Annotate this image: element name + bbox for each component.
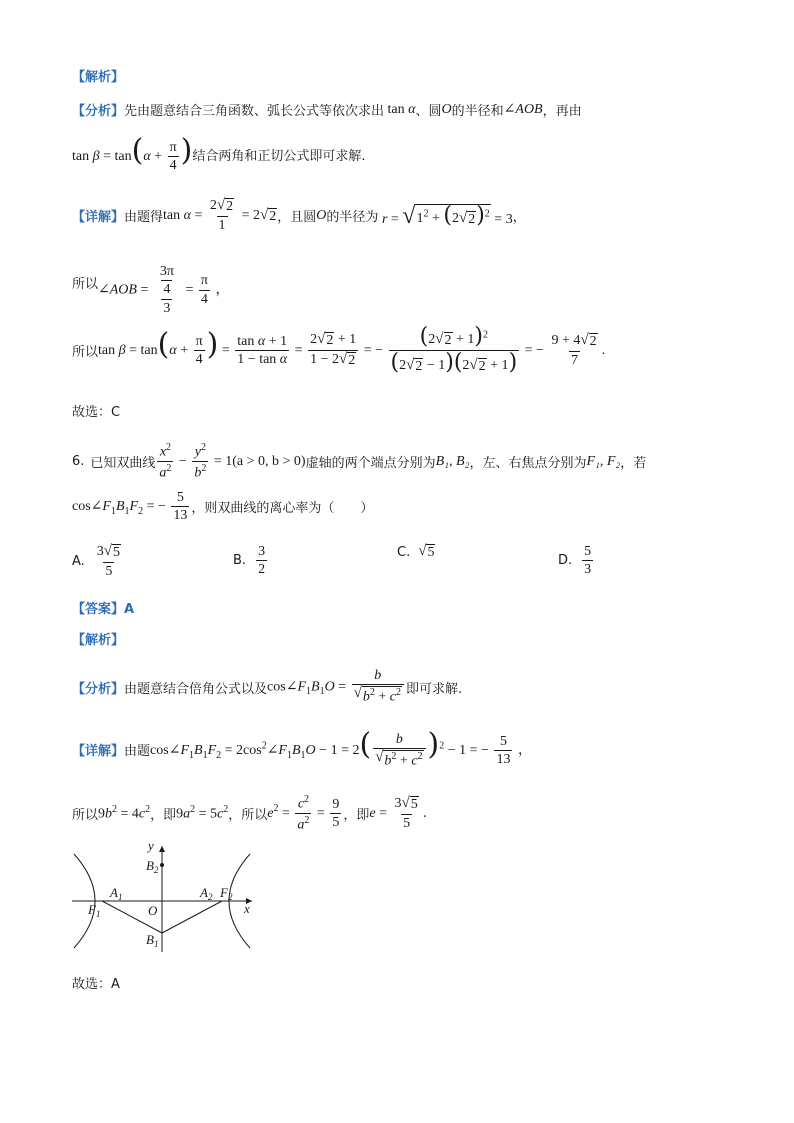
option-b[interactable] <box>233 544 269 578</box>
b2-point <box>160 863 164 867</box>
detail-line-1 <box>72 198 526 233</box>
hyperbola-cond: (a > 0, b > 0) <box>232 453 306 469</box>
cos-double-angle-eq: $\cos\angle F_1B_1F_2$ = $2\cos^2\angle F_1B_1O - 1 = 2$( b √ $b^2 + c^2$ )$^2$ − 1 = − $\frac{5}{13}$ ， <box>150 727 532 769</box>
detail-2-text-1: 由题 <box>124 744 151 760</box>
radius-eq: r = √ $1^2 + (2$ √ 2 )$^2$ = 3 <box>381 202 513 229</box>
cos-condition: $\cos\angle F_1B_1F_2$ = − $\frac{5}{13}$ <box>72 490 188 524</box>
analysis-line-2 <box>72 133 366 174</box>
option-a-value: 3 √ 5 5 <box>96 543 121 580</box>
eq-9b2: $9b^2 = 4c^2$ <box>98 804 151 822</box>
tan-alpha-eq: tan α = 2 √ 2 1 = 2 √ 2 <box>163 197 277 234</box>
tan-beta-eq: tan β = tan(α + $\frac{\pi}{4}$ ) = $\frac{\text{tan α + 1}}{\text{1 − tan α}}$ = 2 √ 2 + 1 1 − 2 √ 2 = − (2 √ 2 + 1)$^2$ (2 √ 2 − 1)(2 √ 2 + 1) = − 9 + 4 √ 2 7 . <box>98 324 606 376</box>
suoyi-4: ，所以 <box>228 808 268 824</box>
option-a[interactable] <box>72 544 125 579</box>
question-6-line-2 <box>72 490 373 524</box>
jiexi-heading-1: 【解析】 <box>72 70 125 85</box>
f1-f2: F₁, F₂ <box>586 453 621 469</box>
b2-label: $B_2$ <box>146 858 159 875</box>
eq-9a2: $9a^2 = 5c^2$ <box>176 804 229 822</box>
question-text-2: 虚轴的两个端点分别为 <box>305 456 436 472</box>
hyperbola-eq: $\frac{x^2}{a^2}$ − $\frac{y^2}{b^2}$ = 1 <box>159 442 233 481</box>
detail-label: 【详解】 <box>72 210 125 226</box>
answer-heading: 【答案】A <box>72 602 135 617</box>
option-d-value: $\frac{5}{3}$ <box>584 544 592 578</box>
tan-alpha: tan α <box>387 101 416 117</box>
final-period: . <box>422 806 427 822</box>
suoyi-3: 所以 <box>72 808 99 824</box>
detail-2-line-1 <box>72 727 532 770</box>
a1-label: $A_1$ <box>110 885 123 902</box>
question-text-3: ，左、右焦点分别为 <box>469 456 587 472</box>
hyperbola-figure <box>68 840 268 955</box>
question-text-4: ，若 <box>620 456 647 472</box>
detail-2-line-2 <box>72 794 427 833</box>
detail-text-1: 由题得 <box>124 210 164 226</box>
analysis-text-5: 结合两角和正切公式即可求解. <box>192 149 366 165</box>
analysis-text: 先由题意结合三角函数、弧长公式等依次求出 <box>124 104 385 119</box>
analysis-label: 【分析】 <box>72 104 125 119</box>
option-c-value: √ 5 <box>418 543 435 560</box>
question-number: 6. <box>72 454 85 470</box>
analysis-line-1 <box>72 100 582 119</box>
analysis-2-text-2: 即可求解. <box>405 681 463 697</box>
x-label: x <box>244 901 250 916</box>
tan-beta-formula: tan β = tan(α + $\frac{\pi}{4}$ ) <box>72 133 193 174</box>
option-d[interactable] <box>558 544 595 578</box>
y-label: y <box>148 840 154 853</box>
answer-a: 故选：A <box>72 977 120 992</box>
detail-text-2: ，且圆 <box>277 210 317 226</box>
detail-o: O <box>316 207 327 223</box>
suoyi-2: 所以 <box>72 345 99 361</box>
analysis-text-2: 、圆 <box>415 104 442 119</box>
eq-e: e = 3 √ 5 5 <box>369 794 418 831</box>
eq-e2: $e^2$ = $\frac{c^2}{a^2}$ = $\frac{9}{5}$ <box>267 794 340 833</box>
a2-label: $A_2$ <box>200 885 213 902</box>
detail-text-3: 的半径为 <box>326 210 379 226</box>
b1-b2: B₁, B₂ <box>435 453 470 469</box>
answer-c: 故选：C <box>72 405 121 420</box>
ji-1: ，即 <box>150 808 177 824</box>
jiexi-heading-2: 【解析】 <box>72 633 125 648</box>
o-label: O <box>148 903 158 918</box>
detail-line-2 <box>72 248 229 316</box>
analysis-2-label: 【分析】 <box>72 681 125 697</box>
option-c[interactable] <box>397 544 435 561</box>
question-text-1: 已知双曲线 <box>90 456 156 472</box>
option-a-label: A. <box>72 554 85 570</box>
option-b-value: $\frac{3}{2}$ <box>258 544 266 578</box>
angle-aob: ∠AOB <box>503 102 543 117</box>
ji-2: ，即 <box>343 808 370 824</box>
suoyi-1: 所以 <box>72 276 99 292</box>
circle-o: O <box>441 101 452 117</box>
analysis-text-3: 的半径和 <box>451 104 504 119</box>
b1-label: $B_1$ <box>146 932 159 949</box>
option-c-label: C. <box>397 545 411 561</box>
detail-comma: ， <box>512 210 526 226</box>
detail-2-label: 【详解】 <box>72 744 125 760</box>
f2-label: $F_2$ <box>220 885 233 902</box>
cos-f1b1o-formula: $\cos\angle F_1B_1O$ = b √ $b^2 + c^2$ <box>267 668 406 706</box>
option-b-label: B. <box>233 553 247 569</box>
option-d-label: D. <box>558 553 573 569</box>
analysis-2-text-1: 由题意结合倍角公式以及 <box>124 681 268 697</box>
f1-label: $F_1$ <box>88 902 101 919</box>
angle-aob-eq: ∠AOB = $\frac{\frac{3\pi}{4}}{3}$ = $\frac{\pi}{4}$ ， <box>98 264 230 316</box>
analysis-2-line <box>72 668 462 706</box>
question-text-5: ，则双曲线的离心率为（ ） <box>191 501 374 517</box>
question-6-line-1 <box>72 442 646 481</box>
detail-line-3 <box>72 326 605 375</box>
analysis-text-4: ，再由 <box>542 104 582 119</box>
